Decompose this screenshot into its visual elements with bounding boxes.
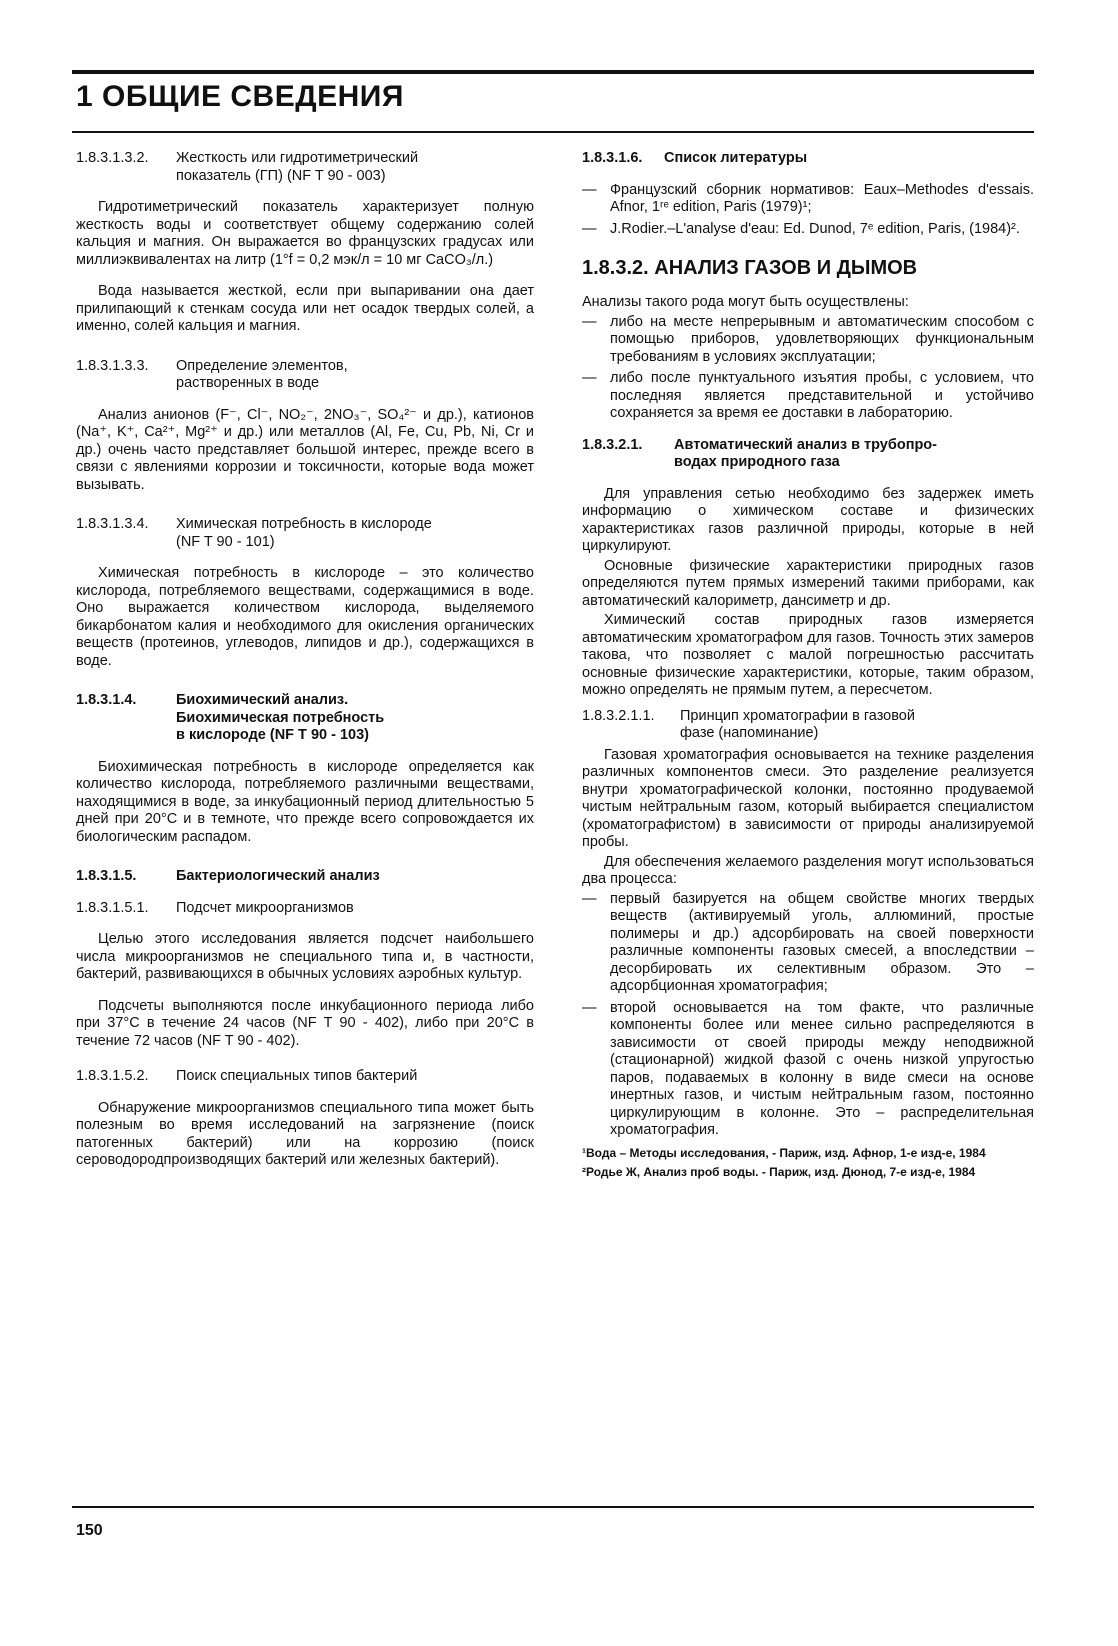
paragraph: Основные физические характеристики природных газов определяются путем прямых измерений такими приборами, как автоматический калориметр, дансиметр и др.: [582, 557, 1034, 609]
list-item-text: либо на месте непрерывным и автоматическим способом с помощью приборов, удовлетворяющих функциональным требованиям в условиях эксплуатации;: [610, 313, 1034, 365]
section-number: 1.8.3.1.5.1.: [76, 899, 149, 916]
reference-item: — J.Rodier.–L'analyse d'eau: Ed. Dunod, 7ᵉ edition, Paris, (1984)².: [582, 220, 1020, 237]
section-title-cont: фазе (напоминание): [680, 725, 819, 741]
list-item-text: второй основывается на том факте, что различные компоненты более или менее сильно распределяются в зависимости от своей природы между неподвижной (стационарной) жидкой фазой с очень низкой упругостью паров, подаваемых в колонну в виде смеси на основе инертных газов, и чистым нейтральным газом, постоянно циркулирующим в колонне. Это – распределительная хроматография.: [610, 999, 1034, 1138]
left-column: [76, 150, 534, 1184]
section-number: 1.8.3.1.3.3.: [76, 357, 149, 374]
section-title: Жесткость или гидротиметрический: [176, 150, 419, 166]
paragraph: Газовая хроматография основывается на технике разделения различных компонентов смеси. Это разделение реализуется внутри хроматографической колонки, постоянно продуваемой чистым нейтральным газом, который выбирается специалистом (хроматографистом) в зависимости от природы анализируемой пробы.: [582, 746, 1034, 850]
section-title-cont: водах природного газа: [674, 454, 840, 470]
section-number: 1.8.3.2.1.: [582, 436, 643, 453]
list-item: — первый базируется на общем свойстве многих твердых веществ (активируемый уголь, аллюминий, простые полимеры и др.) адсорбировать на своей поверхности различные компоненты газовых смесей, а впоследствии – десорбировать их селективным образом. Это – адсорбционная хроматография;: [582, 890, 1034, 994]
paragraph: Гидротиметрический показатель характеризует полную жесткость воды и соответствует общему содержанию солей кальция и магния. Он выражается во французских градусах или миллиэквивалентах на литр (1°f = 0,2 мэк/л = 10 мг CaCO₃/л.): [76, 199, 534, 268]
section-title: Биохимический анализ.: [176, 692, 349, 708]
page-number: 150: [76, 1522, 103, 1539]
chapter-title: 1 ОБЩИЕ СВЕДЕНИЯ: [76, 80, 404, 113]
list-item: — второй основывается на том факте, что различные компоненты более или менее сильно распределяются в зависимости от своей природы между неподвижной (стационарной) жидкой фазой с очень низкой упругостью паров, подаваемых в колонну в виде смеси на основе инертных газов, и чистым нейтральным газом, постоянно циркулирующим в колонне. Это – распределительная хроматография.: [582, 999, 1034, 1138]
paragraph: Подсчеты выполняются после инкубационного периода либо при 37°С в течение 24 часов (NF T 90 - 402), либо при 20°С в течение 72 часов (NF T 90 - 402).: [76, 997, 534, 1049]
reference-item: — Французский сборник нормативов: Eaux–Methodes d'essais. Afnor, 1ʳᵉ edition, Paris (1979)¹;: [582, 181, 1034, 215]
list-item: — либо после пунктуального изъятия пробы, с условием, что последняя является представительной и устойчиво сохраняется за время ее доставки в лабораторию.: [582, 370, 1034, 421]
paragraph: Биохимическая потребность в кислороде определяется как количество кислорода, потребляемого различными веществами, находящимися в воде, за инкубационный период длительностью 5 дней при 20°С и в темноте, что прежде всего сопровождается их биологическим распадом.: [76, 758, 534, 845]
section-heading-large: 1.8.3.2. АНАЛИЗ ГАЗОВ И ДЫМОВ: [582, 257, 918, 279]
section-title-cont: растворенных в воде: [176, 375, 320, 391]
section-heading: [582, 150, 1034, 168]
section-title: Бактериологический анализ: [176, 868, 380, 884]
section-title: Химическая потребность в кислороде: [176, 516, 432, 532]
list-item: — либо на месте непрерывным и автоматическим способом с помощью приборов, удовлетворяющих функциональным требованиям в условиях эксплуатации;: [582, 313, 1034, 365]
paragraph: Анализ анионов (F⁻, Cl⁻, NO₂⁻, 2NO₃⁻, SO₄²⁻ и др.), катионов (Na⁺, K⁺, Ca²⁺, Mg²⁺ и др.) или металлов (Al, Fe, Cu, Pb, Ni, Cr и др.) очень часто представляет большой интерес, прежде всего в связи с явлениями коррозии и токсичности, которые вода может вызывать.: [76, 406, 534, 493]
list-item-text: первый базируется на общем свойстве многих твердых веществ (активируемый уголь, аллюминий, простые полимеры и др.) адсорбировать на своей поверхности различные компоненты газовых смесей, а впоследствии – десорбировать их селективным образом. Это – адсорбционная хроматография;: [610, 890, 1034, 994]
section-number: 1.8.3.2.1.1.: [582, 707, 655, 724]
paragraph: Химический состав природных газов измеряется автоматическим хроматографом для газов. Точность этих замеров такова, что позволяет с малой погрешностью рассчитать основные физические характеристики, которые, таким образом, можно определять не прямым путем, а пересчетом.: [582, 612, 1034, 698]
section-title: Поиск специальных типов бактерий: [176, 1068, 418, 1084]
section-heading: [76, 516, 534, 551]
paragraph: Целью этого исследования является подсчет наибольшего числа микроорганизмов не специального типа и, в частности, бактерий, развивающихся в обычных условиях аэробных культур.: [76, 931, 534, 982]
paragraph: Для управления сетью необходимо без задержек иметь информацию о химическом составе и физических характеристиках газов различной природы, которые в ней циркулируют.: [582, 485, 1034, 554]
section-heading: [76, 868, 534, 886]
section-number: 1.8.3.1.3.2.: [76, 150, 149, 166]
section-heading: [76, 150, 534, 185]
section-heading: [582, 708, 1034, 743]
section-title-cont: (NF T 90 - 101): [176, 533, 275, 550]
footer-rule: [72, 1506, 1034, 1508]
section-number: 1.8.3.1.3.4.: [76, 516, 149, 532]
section-title: Автоматический анализ в трубопро-: [674, 436, 937, 453]
section-number: 1.8.3.1.5.2.: [76, 1068, 149, 1084]
paragraph: Анализы такого рода могут быть осуществлены:: [582, 294, 909, 310]
footnote: ²Родье Ж, Анализ проб воды. - Париж, изд. Дюнод, 7-е изд-е, 1984: [582, 1164, 976, 1179]
section-heading: [76, 1068, 534, 1086]
section-title-cont: в кислороде (NF T 90 - 103): [176, 727, 369, 743]
section-title-cont: показатель (ГП) (NF T 90 - 003): [176, 167, 386, 184]
paragraph: Для обеспечения желаемого разделения могут использоваться два процесса:: [582, 853, 1034, 887]
section-title: Список литературы: [664, 150, 808, 166]
section-title-cont: Биохимическая потребность: [176, 709, 385, 726]
section-heading: [582, 437, 1034, 472]
paragraph: Химическая потребность в кислороде – это количество кислорода, потребляемого веществами, содержащимися в воде. Оно выражается количеством кислорода, выделяемого бикарбонатом калия и необходимого для окисления органических веществ (протеинов, углеводов, липидов и др.), содержащихся в воде.: [76, 565, 534, 669]
section-number: 1.8.3.1.4.: [76, 692, 137, 708]
paragraph: Вода называется жесткой, если при выпаривании она дает прилипающий к стенкам сосуда или нет осадок твердых солей, а именно, солей кальция и магния.: [76, 283, 534, 334]
section-heading: [76, 358, 534, 393]
footnote: ¹Вода – Методы исследования, - Париж, изд. Афнор, 1-е изд-е, 1984: [582, 1145, 986, 1160]
list-item-text: либо после пунктуального изъятия пробы, с условием, что последняя является представительной и устойчиво сохраняется за время ее доставки в лабораторию.: [610, 370, 1034, 421]
reference-text: J.Rodier.–L'analyse d'eau: Ed. Dunod, 7ᵉ edition, Paris, (1984)².: [610, 220, 1020, 237]
top-rule: [72, 70, 1034, 74]
right-column: [582, 150, 1034, 1180]
section-title: Подсчет микроорганизмов: [176, 899, 354, 916]
section-number: 1.8.3.1.6.: [582, 150, 643, 166]
section-title: Определение элементов,: [176, 357, 348, 374]
header-rule: [72, 131, 1034, 133]
reference-text: Французский сборник нормативов: Eaux–Methodes d'essais. Afnor, 1ʳᵉ edition, Paris (1979)¹;: [610, 181, 1034, 215]
paragraph: Обнаружение микроорганизмов специального типа может быть полезным во время исследований на загрязнение (поиск патогенных бактерий) или на коррозию (поиск сероводородпроизводящих бактерий или железных бактерий).: [76, 1099, 534, 1168]
section-title: Принцип хроматографии в газовой: [680, 707, 915, 724]
section-heading: [76, 900, 534, 918]
section-number: 1.8.3.1.5.: [76, 868, 137, 884]
section-heading: [76, 692, 534, 745]
